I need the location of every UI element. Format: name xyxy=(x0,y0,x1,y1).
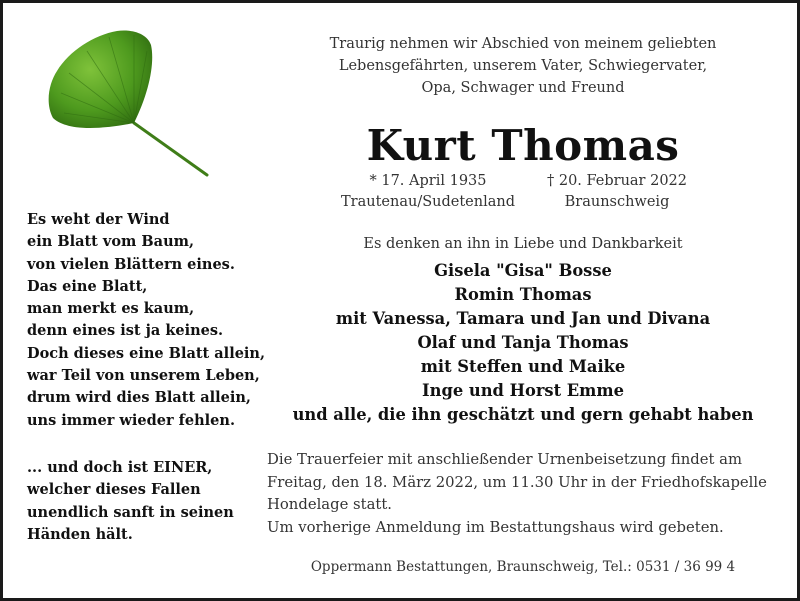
poem-line: man merkt es kaum, xyxy=(27,300,195,318)
mourner: Olaf und Tanja Thomas xyxy=(417,333,629,352)
poem-line: Es weht der Wind xyxy=(27,211,170,228)
birth-info xyxy=(328,171,528,213)
poem-line: ... und doch ist EINER, xyxy=(27,459,213,476)
service-line: Hondelage statt. xyxy=(267,496,393,514)
death-info xyxy=(517,171,717,213)
poem-ending xyxy=(27,457,282,546)
service-line: Die Trauerfeier mit anschließender Urnenbeisetzung findet am xyxy=(267,451,743,468)
birth-date: * 17. April 1935 xyxy=(369,173,487,189)
mourner: Gisela "Gisa" Bosse xyxy=(434,261,612,280)
service-line: Um vorherige Anmeldung im Bestattungshaus wird gebeten. xyxy=(267,518,724,536)
intro-text xyxy=(283,33,763,99)
mourner: Inge und Horst Emme xyxy=(422,381,624,400)
service-info xyxy=(267,449,767,539)
poem-line: ein Blatt vom Baum, xyxy=(27,233,194,251)
poem-line: unendlich sanft in seinen xyxy=(27,503,234,521)
remembrance-line: Es denken an ihn in Liebe und Dankbarkeit xyxy=(363,236,683,252)
death-date: † 20. Februar 2022 xyxy=(546,173,687,189)
mourners-list xyxy=(283,259,763,427)
poem-line: uns immer wieder fehlen. xyxy=(27,411,235,429)
poem-line: welcher dieses Fallen xyxy=(27,481,201,499)
funeral-home-footer: Oppermann Bestattungen, Braunschweig, Tel.: 0531 / 36 99 4 xyxy=(310,559,736,575)
ginkgo-leaf-icon xyxy=(39,23,219,193)
poem-line: Händen hält. xyxy=(27,525,133,543)
mourner: und alle, die ihn geschätzt und gern gehabt haben xyxy=(292,405,754,424)
poem xyxy=(27,209,282,432)
birth-place: Trautenau/Sudetenland xyxy=(341,194,515,210)
poem-line: von vielen Blättern eines. xyxy=(27,255,235,273)
poem-line: drum wird dies Blatt allein, xyxy=(27,389,251,407)
mourner: mit Vanessa, Tamara und Jan und Divana xyxy=(335,309,711,328)
poem-line: war Teil von unserem Leben, xyxy=(27,367,260,385)
mourner: mit Steffen und Maike xyxy=(420,357,626,376)
intro-line: Opa, Schwager und Freund xyxy=(421,80,625,96)
intro-line: Traurig nehmen wir Abschied von meinem geliebten xyxy=(329,36,717,52)
mourner: Romin Thomas xyxy=(454,285,592,304)
death-place: Braunschweig xyxy=(564,194,670,210)
intro-line: Lebensgefährten, unserem Vater, Schwiegervater, xyxy=(338,58,708,74)
poem-line: Das eine Blatt, xyxy=(27,277,148,295)
service-line: Freitag, den 18. März 2022, um 11.30 Uhr in der Friedhofskapelle xyxy=(267,473,767,491)
deceased-name: Kurt Thomas xyxy=(366,121,680,170)
poem-line: Doch dieses eine Blatt allein, xyxy=(27,344,266,362)
poem-line: denn eines ist ja keines. xyxy=(27,322,224,340)
